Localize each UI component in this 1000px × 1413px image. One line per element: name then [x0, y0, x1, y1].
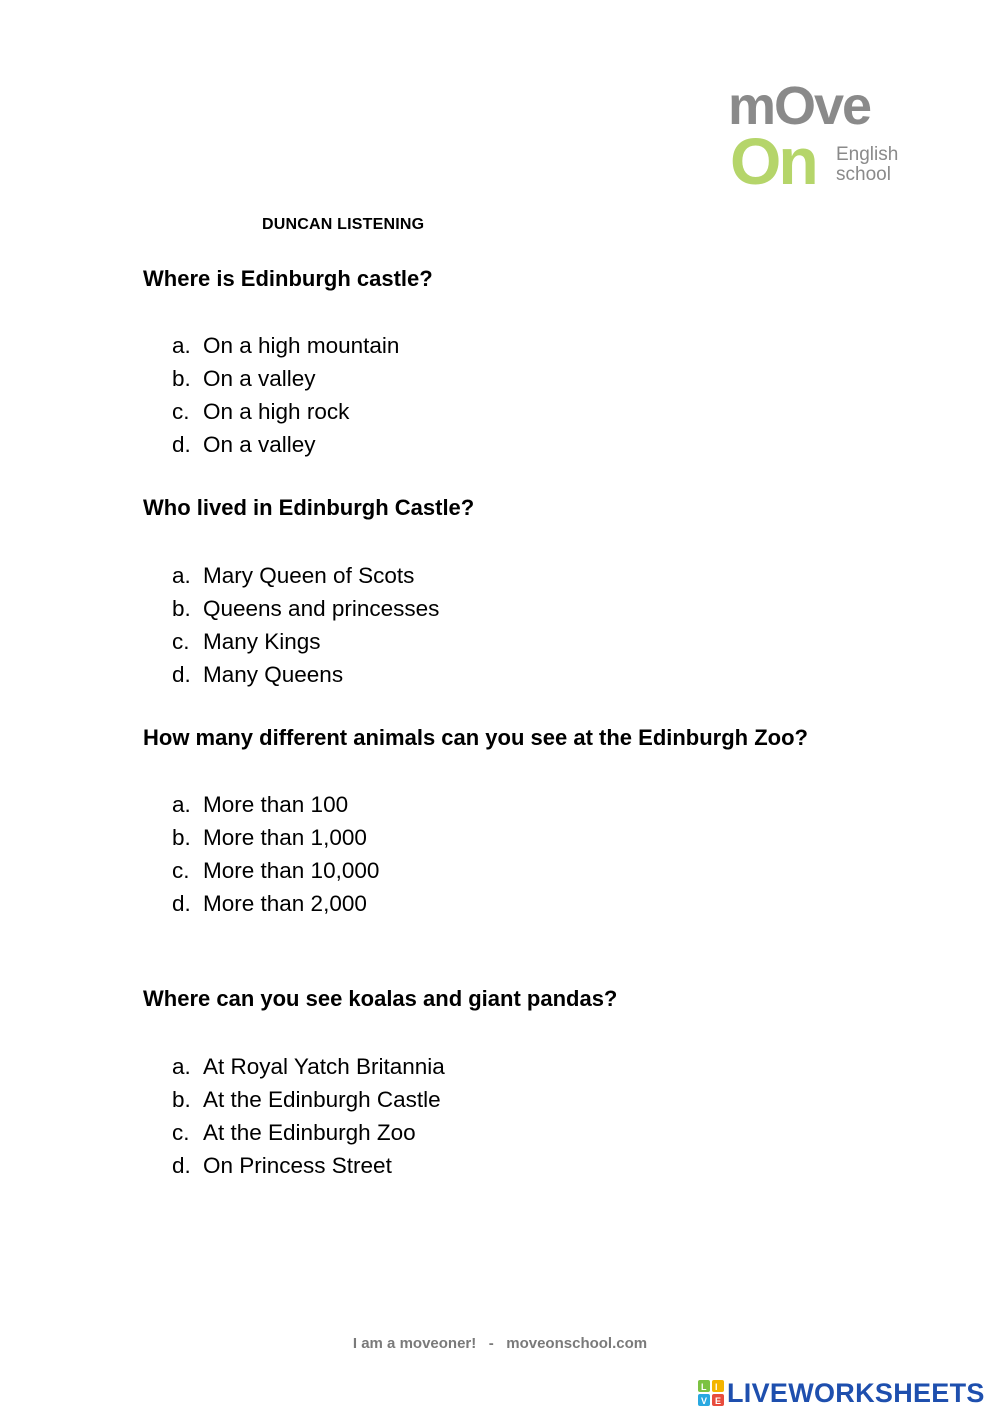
question-1-options [172, 329, 399, 461]
option-3a[interactable]: a. More than 100 [172, 792, 349, 817]
option-3c[interactable]: c. More than 10,000 [172, 858, 380, 883]
liveworksheets-label: LIVEWORKSHEETS [727, 1377, 985, 1408]
option-1c[interactable]: c. On a high rock [172, 399, 350, 424]
svg-text:L: L [701, 1382, 707, 1392]
question-3-options [172, 788, 379, 920]
question-2-options [172, 559, 439, 691]
question-4-options [172, 1050, 445, 1182]
logo-on-text: On [730, 124, 816, 190]
option-4d[interactable]: d. On Princess Street [172, 1153, 392, 1178]
option-2d[interactable]: d. Many Queens [172, 662, 344, 687]
option-4a[interactable]: a. At Royal Yatch Britannia [172, 1054, 445, 1079]
footer-text: I am a moveoner! - moveonschool.com [352, 1335, 648, 1352]
svg-text:E: E [715, 1396, 722, 1406]
option-4b[interactable]: b. At the Edinburgh Castle [172, 1087, 441, 1112]
question-1: Where is Edinburgh castle? [143, 266, 433, 291]
option-1d[interactable]: d. On a valley [172, 432, 316, 457]
option-1b[interactable]: b. On a valley [172, 366, 316, 391]
move-on-logo [728, 78, 908, 190]
option-1a[interactable]: a. On a high mountain [172, 333, 400, 358]
svg-text:V: V [701, 1396, 708, 1406]
option-3d[interactable]: d. More than 2,000 [172, 891, 367, 916]
logo-school-text: school [836, 164, 891, 185]
option-2c[interactable]: c. Many Kings [172, 629, 321, 654]
question-3: How many different animals can you see at the Edinburgh Zoo? [143, 725, 808, 750]
logo-move-text: mOve [728, 78, 871, 136]
logo-english-text: English [836, 144, 899, 165]
page-title: DUNCAN LISTENING [262, 216, 425, 233]
option-3b[interactable]: b. More than 1,000 [172, 825, 367, 850]
question-4: Where can you see koalas and giant pandas? [143, 986, 618, 1011]
question-2: Who lived in Edinburgh Castle? [143, 495, 475, 520]
option-2a[interactable]: a. Mary Queen of Scots [172, 563, 415, 588]
liveworksheets-brand[interactable] [698, 1378, 985, 1408]
svg-text:I: I [715, 1382, 718, 1392]
option-2b[interactable]: b. Queens and princesses [172, 596, 440, 621]
liveworksheets-icon [698, 1380, 724, 1406]
option-4c[interactable]: c. At the Edinburgh Zoo [172, 1120, 416, 1145]
